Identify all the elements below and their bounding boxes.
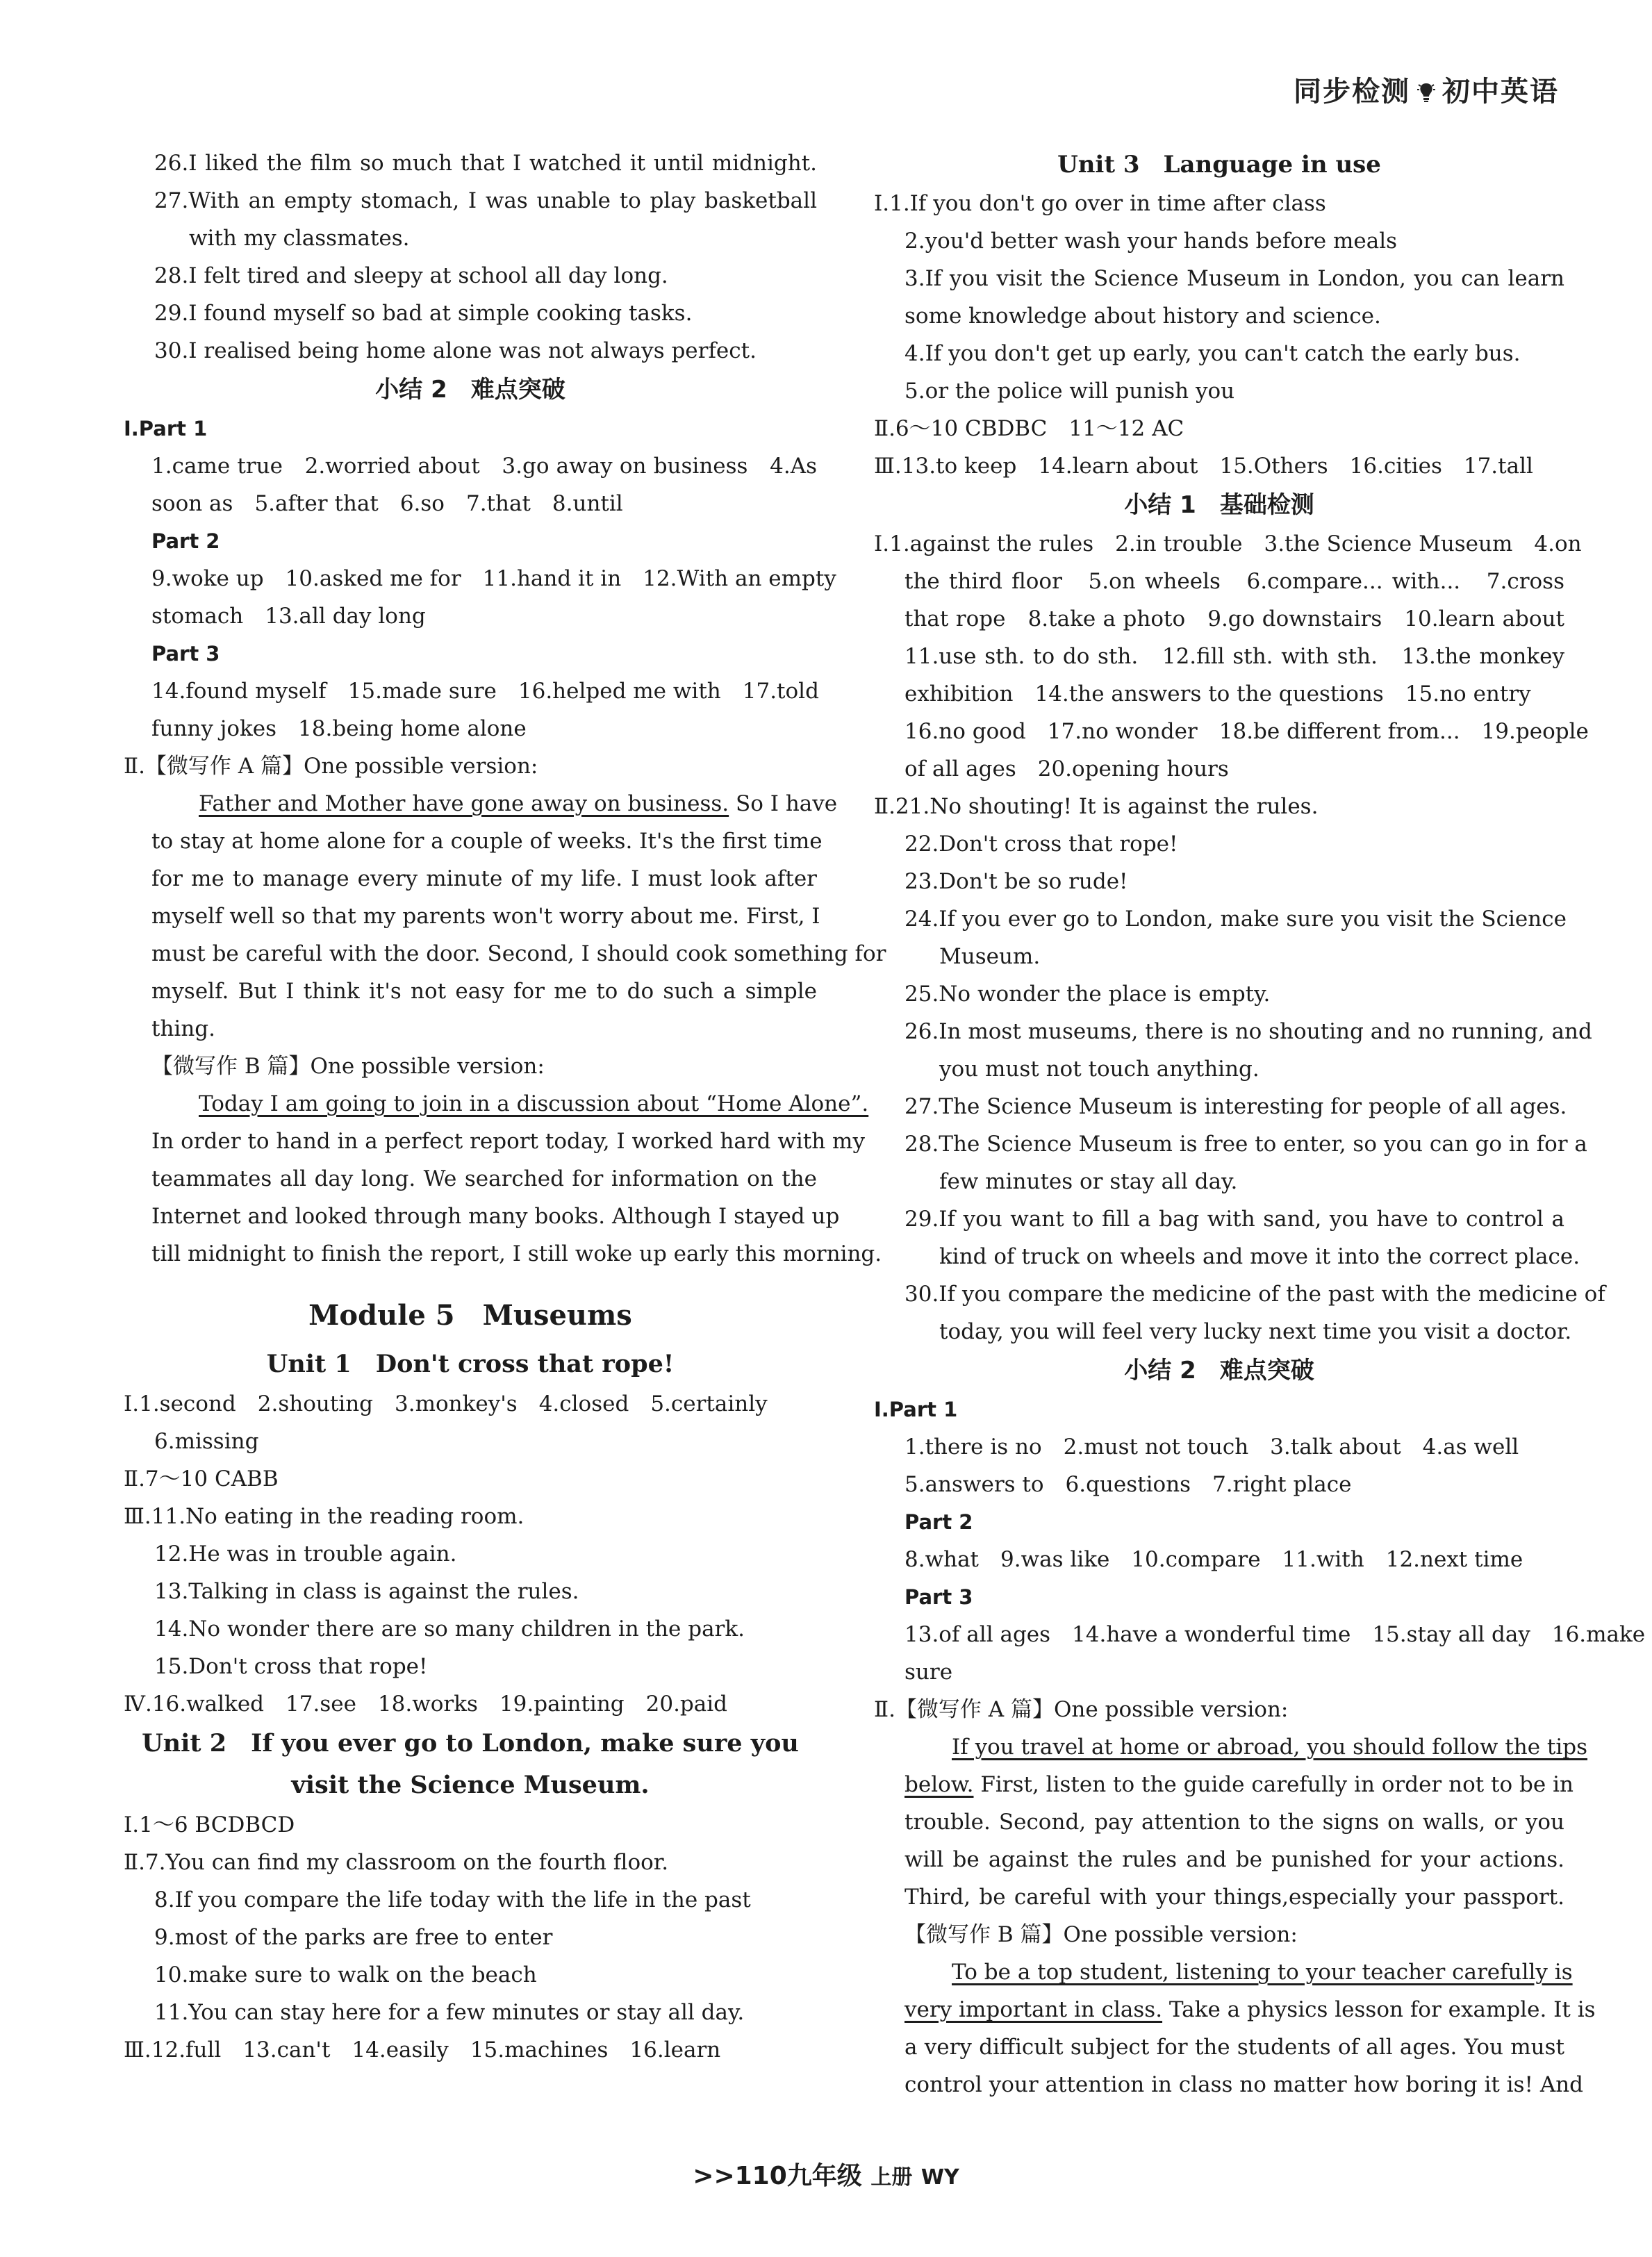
writing-label: Ⅱ.【微写作 A 篇】One possible version:	[124, 754, 538, 779]
answer-line: kind of truck on wheels and move it into the correct place.	[939, 1244, 1580, 1269]
answer-line: Ⅱ.6～10 CBDBC 11～12 AC	[874, 416, 1184, 441]
answer-line: exhibition 14.the answers to the questions 15.no entry	[905, 681, 1531, 706]
essay-line: myself well so that my parents won't worry about me. First, I	[151, 904, 820, 929]
underlined-sentence: Today I am going to join in a discussion about “Home Alone”.	[199, 1091, 869, 1116]
essay-line	[874, 1953, 1573, 1991]
answer-line: Museum.	[939, 944, 1041, 969]
part-label: Part 3	[151, 642, 220, 665]
writing-label: 【微写作 B 篇】One possible version:	[151, 1054, 545, 1079]
module-title: Module 5 Museums	[308, 1299, 632, 1332]
essay-line: trouble. Second, pay attention to the signs on walls, or you	[905, 1810, 1564, 1835]
answer-line: 5.answers to 6.questions 7.right place	[905, 1472, 1352, 1497]
answer-line: with my classmates.	[189, 226, 410, 251]
answer-line: 8.If you compare the life today with the life in the past	[154, 1887, 751, 1912]
part-label: Part 3	[905, 1585, 973, 1609]
answer-line: Ⅲ.13.to keep 14.learn about 15.Others 16.cities 17.tall	[874, 454, 1533, 479]
essay-line: must be careful with the door. Second, I should cook something for	[151, 941, 886, 966]
page-footer	[0, 2156, 1652, 2192]
lightbulb-icon	[1417, 82, 1435, 103]
answer-line: 11.use sth. to do sth. 12.fill sth. with sth. 13.the monkey	[905, 644, 1564, 669]
essay-line: thing.	[151, 1016, 216, 1041]
unit-title: Unit 2 If you ever go to London, make sure you	[142, 1729, 799, 1758]
answer-line: 23.Don't be so rude!	[905, 869, 1128, 894]
part-label: Part 2	[905, 1510, 973, 1534]
answer-line: 26.In most museums, there is no shouting and no running, and	[905, 1019, 1592, 1044]
answer-line: 14.No wonder there are so many children in the park.	[154, 1617, 745, 1642]
unit-title: Unit 1 Don't cross that rope!	[266, 1350, 675, 1378]
essay-text: Take a physics lesson for example. It is	[1162, 1997, 1596, 2022]
left-column	[124, 144, 886, 2069]
essay-line: teammates all day long. We searched for information on the	[151, 1166, 817, 1191]
part-label: Ⅰ.Part 1	[124, 417, 208, 440]
essay-line	[124, 1085, 869, 1123]
answer-line: Ⅲ.11.No eating in the reading room.	[124, 1504, 524, 1529]
section-heading: 小结 2 难点突破	[1124, 1357, 1314, 1384]
essay-line	[874, 1766, 1573, 1803]
essay-line: a very difficult subject for the students of all ages. You must	[905, 2035, 1564, 2060]
answer-line: 28.The Science Museum is free to enter, so you can go in for a	[905, 1132, 1587, 1157]
essay-line: will be against the rules and be punished for your actions.	[905, 1847, 1564, 1872]
essay-text: First, listen to the guide carefully in order not to be in	[973, 1772, 1573, 1797]
underlined-sentence: very important in class.	[905, 1997, 1163, 2022]
footer-arrows: >>	[693, 2162, 735, 2190]
section-heading: 小结 2 难点突破	[375, 376, 565, 404]
unit-title: visit the Science Museum.	[291, 1771, 650, 1799]
answer-line: 1.came true 2.worried about 3.go away on business 4.As	[151, 454, 817, 479]
answer-line: 16.no good 17.no wonder 18.be different from... 19.people	[905, 719, 1589, 744]
answer-line: 11.You can stay here for a few minutes or stay all day.	[154, 2000, 745, 2025]
part-label: Part 2	[151, 529, 220, 553]
answer-line: Ⅰ.1.second 2.shouting 3.monkey's 4.closed 5.certainly	[124, 1391, 768, 1416]
answer-line: that rope 8.take a photo 9.go downstairs 10.learn about	[905, 606, 1564, 631]
answer-line: 12.He was in trouble again.	[154, 1541, 457, 1566]
answer-line: 27.The Science Museum is interesting for people of all ages.	[905, 1094, 1567, 1119]
answer-line: Ⅱ.21.No shouting! It is against the rules.	[874, 794, 1319, 819]
answer-line: 30.I realised being home alone was not always perfect.	[154, 338, 757, 363]
answer-line: some knowledge about history and science.	[905, 304, 1381, 329]
answer-line: of all ages 20.opening hours	[905, 757, 1229, 782]
essay-line: till midnight to finish the report, I still woke up early this morning.	[151, 1241, 882, 1266]
answer-line: 13.of all ages 14.have a wonderful time 15.stay all day 16.make	[905, 1622, 1646, 1647]
essay-text: So I have	[729, 791, 838, 816]
answer-line: Ⅱ.7～10 CABB	[124, 1466, 279, 1491]
answer-line: Ⅰ.1.If you don't go over in time after class	[874, 191, 1326, 216]
answer-line: funny jokes 18.being home alone	[151, 716, 527, 741]
essay-line: control your attention in class no matter how boring it is! And	[905, 2072, 1584, 2097]
essay-line: In order to hand in a perfect report today, I worked hard with my	[151, 1129, 865, 1154]
brand-left: 同步检测	[1294, 76, 1410, 108]
answer-line: 9.woke up 10.asked me for 11.hand it in 12.With an empty	[151, 566, 836, 591]
essay-line	[874, 1728, 1588, 1766]
answer-line: 14.found myself 15.made sure 16.helped me with 17.told	[151, 679, 819, 704]
essay-line	[874, 1991, 1596, 2028]
answer-line: 4.If you don't get up early, you can't catch the early bus.	[905, 341, 1521, 366]
answer-line: Ⅲ.12.full 13.can't 14.easily 15.machines 16.learn	[124, 2037, 721, 2062]
unit-title: Unit 3 Language in use	[1057, 151, 1381, 179]
section-heading: 小结 1 基础检测	[1124, 491, 1314, 519]
essay-line: Internet and looked through many books. Although I stayed up	[151, 1204, 840, 1229]
essay-line: myself. But I think it's not easy for me to do such a simple	[151, 979, 817, 1004]
essay-line: Third, be careful with your things,especially your passport.	[905, 1885, 1564, 1910]
answer-line: stomach 13.all day long	[151, 604, 426, 629]
answer-line: 5.or the police will punish you	[905, 379, 1235, 404]
underlined-sentence: To be a top student, listening to your teacher carefully is	[952, 1960, 1573, 1985]
answer-line: 2.you'd better wash your hands before meals	[905, 229, 1398, 254]
answer-line: few minutes or stay all day.	[939, 1169, 1238, 1194]
answer-line: 29.If you want to fill a bag with sand, you have to control a	[905, 1207, 1564, 1232]
underlined-sentence: Father and Mother have gone away on business.	[199, 791, 729, 816]
answer-line: the third floor 5.on wheels 6.compare... with... 7.cross	[905, 569, 1564, 594]
right-column	[874, 144, 1646, 2103]
edition-label: WY	[920, 2165, 959, 2190]
page-number: 110	[734, 2162, 787, 2190]
essay-line	[124, 785, 838, 822]
answer-line: Ⅱ.7.You can find my classroom on the fourth floor.	[124, 1850, 669, 1875]
answer-line: 3.If you visit the Science Museum in London, you can learn	[905, 266, 1564, 291]
answer-line: today, you will feel very lucky next time you visit a doctor.	[939, 1319, 1572, 1344]
answer-line: 30.If you compare the medicine of the past with the medicine of	[905, 1282, 1605, 1307]
answer-line: 22.Don't cross that rope!	[905, 832, 1178, 857]
essay-line: for me to manage every minute of my life. I must look after	[151, 866, 817, 891]
answer-line: 15.Don't cross that rope!	[154, 1654, 428, 1679]
answer-line: 25.No wonder the place is empty.	[905, 982, 1271, 1007]
underlined-sentence: below.	[905, 1772, 974, 1797]
underlined-sentence: If you travel at home or abroad, you should follow the tips	[952, 1735, 1588, 1760]
answer-line: Ⅳ.16.walked 17.see 18.works 19.painting 20.paid	[124, 1692, 728, 1717]
grade-label: 九年级	[786, 2162, 862, 2190]
answer-line: 8.what 9.was like 10.compare 11.with 12.next time	[905, 1547, 1523, 1572]
volume-label: 上册	[870, 2165, 913, 2190]
writing-label: 【微写作 B 篇】One possible version:	[905, 1922, 1298, 1947]
answer-line: 6.missing	[154, 1429, 259, 1454]
answer-line: 9.most of the parks are free to enter	[154, 1925, 553, 1950]
answer-line: 24.If you ever go to London, make sure you visit the Science	[905, 907, 1567, 932]
brand-right: 初中英语	[1442, 76, 1559, 108]
answer-line: 29.I found myself so bad at simple cooking tasks.	[154, 301, 693, 326]
answer-line: soon as 5.after that 6.so 7.that 8.until	[151, 491, 623, 516]
answer-line: 1.there is no 2.must not touch 3.talk about 4.as well	[905, 1435, 1519, 1460]
answer-line: you must not touch anything.	[939, 1057, 1259, 1082]
answer-line: Ⅰ.1～6 BCDBCD	[124, 1812, 295, 1837]
essay-line: to stay at home alone for a couple of weeks. It's the first time	[151, 829, 823, 854]
answer-line: 28.I felt tired and sleepy at school all day long.	[154, 263, 668, 288]
part-label: Ⅰ.Part 1	[874, 1398, 958, 1421]
answer-line: 26.I liked the film so much that I watched it until midnight.	[154, 151, 817, 176]
answer-line: Ⅰ.1.against the rules 2.in trouble 3.the Science Museum 4.on	[874, 531, 1582, 556]
answer-line: 10.make sure to walk on the beach	[154, 1962, 537, 1987]
answer-line: 27.With an empty stomach, I was unable to play basketball	[154, 188, 817, 213]
brand-header	[1294, 69, 1559, 109]
answer-line: sure	[905, 1660, 953, 1685]
writing-label: Ⅱ.【微写作 A 篇】One possible version:	[874, 1697, 1289, 1722]
answer-line: 13.Talking in class is against the rules.	[154, 1579, 579, 1604]
